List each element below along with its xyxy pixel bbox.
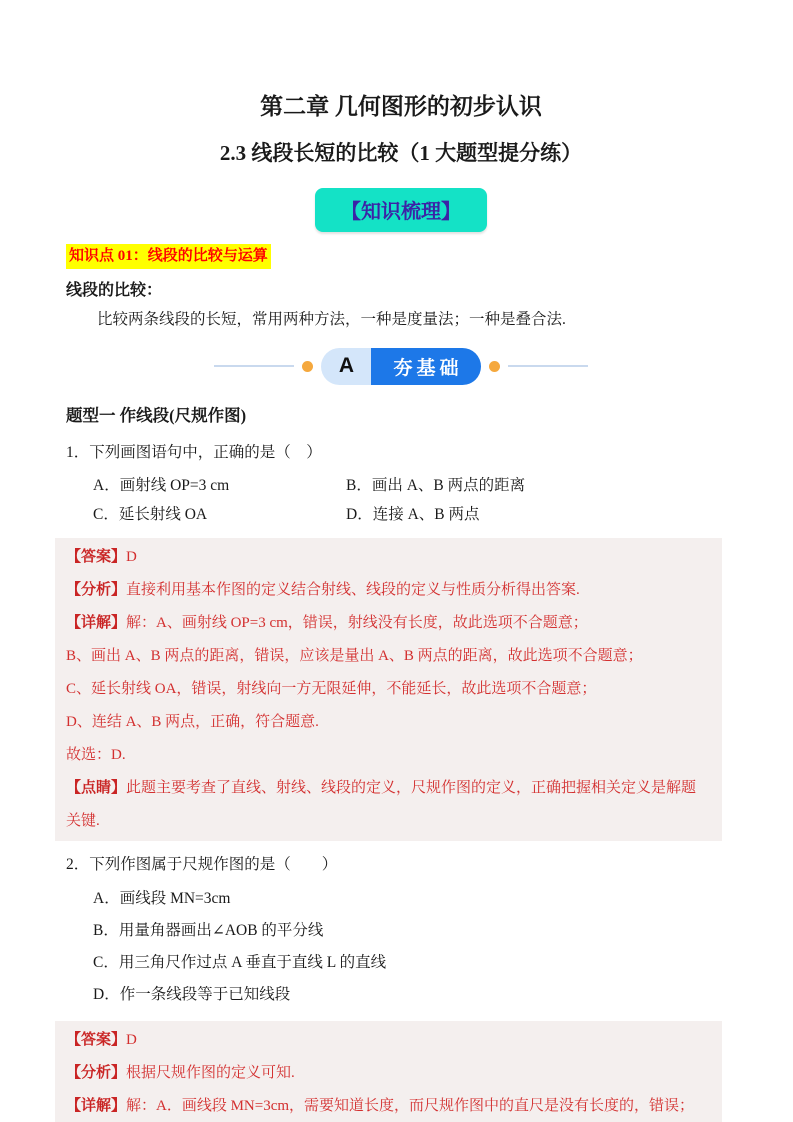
question-1-option-d: D．连接 A、B 两点 (346, 506, 480, 523)
answer-text: 根据尺规作图的定义可知. (126, 1065, 295, 1081)
answer-tag: 【分析】 (66, 1065, 127, 1081)
answer-text: B、画出 A、B 两点的距离，错误，应该是量出 A、B 两点的距离，故此选项不合题意； (66, 648, 643, 664)
answer-text: C、延长射线 OA，错误，射线向一方无限延伸，不能延长，故此选项不合题意； (66, 681, 597, 697)
answer-text: 解：A、画射线 OP=3 cm，错误，射线没有长度，故此选项不合题意； (126, 615, 588, 631)
answer-text: D (126, 1032, 137, 1048)
answer-text: 解：A．画线段 MN=3cm，需要知道长度，而尺规作图中的直尺是没有长度的，错误； (126, 1098, 695, 1114)
answer-tag: 【点睛】 (66, 780, 127, 796)
level-label: 夯基础 (371, 348, 480, 385)
chapter-title: 第二章 几何图形的初步认识 (260, 94, 542, 119)
question-1-answer-block (55, 538, 722, 841)
knowledge-point-heading: 知识点 01：线段的比较与运算 (66, 244, 271, 269)
question-2-option-b: B．用量角器画出∠AOB 的平分线 (93, 922, 324, 939)
divider-line-right (508, 365, 588, 367)
question-1-option-b: B．画出 A、B 两点的距离 (346, 477, 526, 494)
answer-line (66, 574, 702, 607)
answer-line (66, 541, 702, 574)
question-2-option-d: D．作一条线段等于已知线段 (93, 986, 291, 1003)
question-2-option-a: A．画线段 MN=3cm (93, 890, 231, 907)
topic-heading: 题型一 作线段(尺规作图) (66, 406, 247, 425)
answer-line (66, 1057, 702, 1090)
answer-line (66, 673, 702, 706)
section-title: 2.3 线段长短的比较（1 大题型提分练） (219, 141, 583, 165)
divider-line-left (214, 365, 294, 367)
knowledge-review-badge-row (66, 188, 736, 232)
knowledge-point-body: 比较两条线段的长短，常用两种方法，一种是度量法；一种是叠合法. (97, 311, 566, 328)
answer-tag: 【分析】 (66, 582, 127, 598)
answer-tag: 【详解】 (66, 1098, 127, 1114)
answer-tag: 【答案】 (66, 549, 127, 565)
question-2-stem: 2．下列作图属于尺规作图的是（ ） (66, 856, 338, 873)
knowledge-review-badge: 【知识梳理】 (315, 188, 487, 232)
answer-line (66, 607, 702, 640)
knowledge-point-row (66, 244, 736, 269)
answer-line (66, 739, 702, 772)
answer-text: 此题主要考查了直线、射线、线段的定义，尺规作图的定义，正确把握相关定义是解题关键. (66, 780, 697, 829)
answer-line (66, 706, 702, 739)
divider-dot-right (489, 361, 500, 372)
question-1-option-c: C．延长射线 OA (93, 506, 208, 523)
question-2-option-c: C．用三角尺作过点 A 垂直于直线 L 的直线 (93, 954, 387, 971)
answer-line (66, 1024, 702, 1057)
answer-text: D、连结 A、B 两点，正确，符合题意. (66, 714, 319, 730)
level-letter: A (321, 348, 371, 385)
answer-tag: 【答案】 (66, 1032, 127, 1048)
question-2-options (93, 883, 736, 1011)
answer-line (66, 772, 702, 838)
answer-tag: 【详解】 (66, 615, 127, 631)
answer-text: 直接利用基本作图的定义结合射线、线段的定义与性质分析得出答案. (126, 582, 580, 598)
knowledge-point-subheading: 线段的比较： (66, 282, 163, 299)
divider-dot-left (302, 361, 313, 372)
answer-text: D (126, 549, 137, 565)
question-1-options (93, 471, 736, 529)
level-pill (321, 348, 480, 385)
answer-line (66, 640, 702, 673)
question-1-option-a: A．画射线 OP=3 cm (93, 477, 230, 494)
answer-line (66, 1090, 702, 1122)
answer-text: 故选：D. (66, 747, 126, 763)
level-divider (66, 347, 736, 385)
question-2-answer-block (55, 1021, 722, 1122)
question-1-stem: 1．下列画图语句中，正确的是（ ） (66, 444, 322, 461)
